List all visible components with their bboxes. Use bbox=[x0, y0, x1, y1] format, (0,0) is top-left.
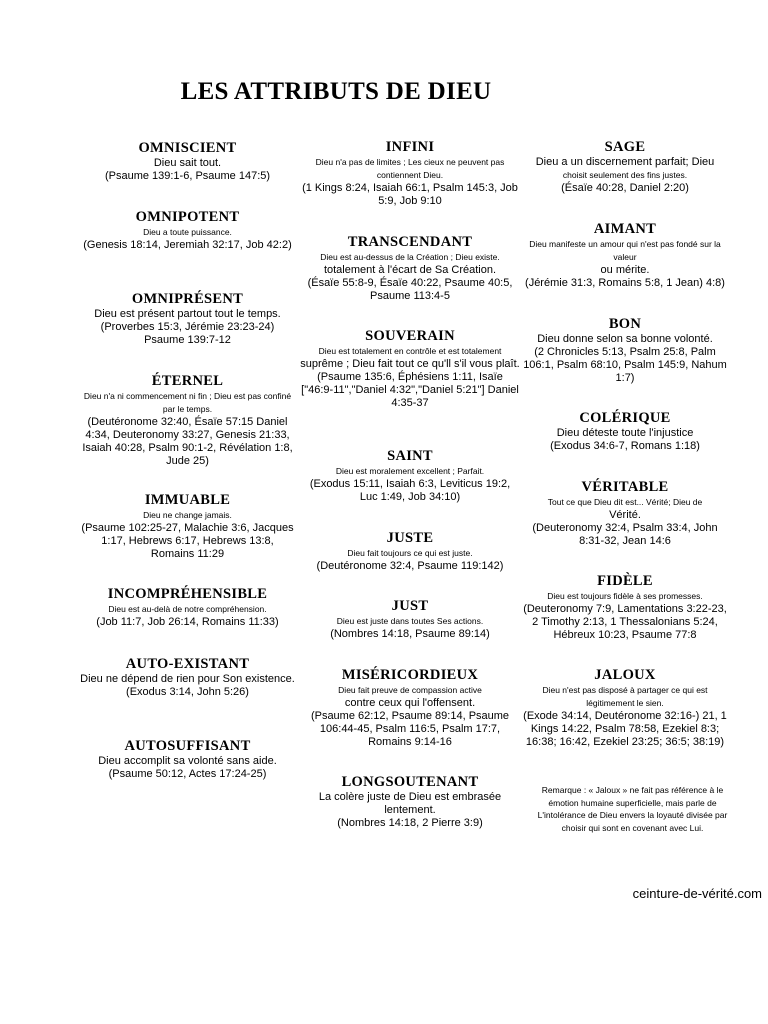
attribute-saint bbox=[300, 448, 520, 504]
attribute-description: Dieu sait tout. bbox=[153, 157, 222, 169]
attribute-description: Dieu n'a pas de limites ; Les cieux ne peuvent pas contiennent Dieu. bbox=[315, 157, 505, 180]
attribute-references: (2 Chronicles 5:13, Psalm 25:8, Palm 106:1, Psalm 68:10, Psalm 145:9, Nahum 1:7) bbox=[523, 346, 727, 384]
page-title: LES ATTRIBUTS DE DIEU bbox=[180, 78, 492, 105]
attribute-description: Dieu déteste toute l'injustice bbox=[556, 427, 694, 439]
attribute-references: (Proverbes 15:3, Jérémie 23:23-24) Psaume 139:7-12 bbox=[100, 321, 275, 346]
attribute-description: Dieu ne dépend de rien pour Son existence. bbox=[80, 673, 295, 685]
attribute-description: Tout ce que Dieu dit est... Vérité; Dieu de bbox=[547, 497, 703, 507]
attribute-souverain bbox=[300, 328, 520, 410]
attribute-name: SAINT bbox=[387, 448, 433, 464]
attribute-name: ÉTERNEL bbox=[151, 373, 224, 389]
site-url: ceinture-de-vérité.com bbox=[632, 886, 762, 901]
attribute-description: La colère juste de Dieu est embrasée lentement. bbox=[318, 791, 502, 816]
attribute-misericordieux bbox=[300, 667, 520, 749]
attribute-references: (Deutéronome 32:40, Ésaïe 57:15 Daniel 4:34, Deuteronomy 33:27, Genesis 21:33, Isaiah 40:28, Psalm 90:1-2, Révélation 1:8, Jude 25) bbox=[82, 416, 293, 467]
attribute-description: Dieu a toute puissance. bbox=[143, 227, 232, 237]
attribute-omnipresent bbox=[80, 291, 295, 347]
attribute-description-cont: totalement à l'écart de Sa Création. bbox=[323, 264, 497, 276]
attribute-omniscient bbox=[80, 140, 295, 183]
attribute-name: MISÉRICORDIEUX bbox=[341, 667, 479, 683]
attribute-description: Dieu est juste dans toutes Ses actions. bbox=[336, 616, 484, 626]
attribute-description: Dieu est toujours fidèle à ses promesses. bbox=[547, 591, 703, 601]
attribute-sage bbox=[520, 139, 730, 195]
attribute-description: Dieu donne selon sa bonne volonté. bbox=[537, 333, 713, 345]
attribute-references: (Ésaïe 40:28, Daniel 2:20) bbox=[561, 182, 689, 194]
attribute-name: JUST bbox=[391, 598, 429, 614]
attribute-references: (Psaume 135:6, Éphésiens 1:11, Isaïe ["46:9-11","Daniel 4:32","Daniel 5:21"] Daniel 4:35-37 bbox=[301, 371, 519, 409]
attribute-jaloux bbox=[520, 667, 730, 749]
attribute-name: JALOUX bbox=[594, 667, 656, 683]
attribute-references: (Ésaïe 55:8-9, Ésaïe 40:22, Psaume 40:5, Psaume 113:4-5 bbox=[307, 277, 513, 302]
attribute-name: OMNIPRÉSENT bbox=[131, 291, 244, 307]
attribute-longsoutenant bbox=[300, 774, 520, 830]
attribute-description: Dieu fait preuve de compassion active bbox=[338, 685, 482, 695]
attribute-references: (Psaume 139:1-6, Psaume 147:5) bbox=[104, 170, 271, 182]
attribute-references: (Exodus 15:11, Isaiah 6:3, Leviticus 19:2, Luc 1:49, Job 34:10) bbox=[309, 478, 511, 503]
attribute-name: COLÉRIQUE bbox=[579, 410, 671, 426]
attribute-veritable bbox=[520, 479, 730, 548]
attribute-name: AIMANT bbox=[593, 221, 657, 237]
attribute-eternel bbox=[80, 373, 295, 468]
attribute-description-cont: ou mérite. bbox=[600, 264, 650, 276]
jaloux-remark: Remarque : « Jaloux » ne fait pas référence à le émotion humaine superficielle, mais parle de L'intolérance de Dieu envers la loyauté divisée par choisir qui sont en covenant avec Lui. bbox=[537, 785, 728, 833]
attribute-description-cont: choisit seulement des fins justes. bbox=[562, 170, 688, 180]
attribute-name: INCOMPRÉHENSIBLE bbox=[107, 586, 268, 602]
attribute-name: BON bbox=[608, 316, 642, 332]
attribute-references: (Psaume 62:12, Psaume 89:14, Psaume 106:44-45, Psalm 116:5, Psalm 17:7, Romains 9:14-16 bbox=[310, 710, 510, 748]
attribute-name: SAGE bbox=[604, 139, 646, 155]
attribute-references: (Nombres 14:18, Psaume 89:14) bbox=[330, 628, 490, 640]
attribute-name: LONGSOUTENANT bbox=[341, 774, 479, 790]
attribute-description-cont: Vérité. bbox=[609, 509, 641, 521]
attribute-infini bbox=[300, 139, 520, 208]
attribute-auto-existant bbox=[80, 656, 295, 699]
attribute-references: (Genesis 18:14, Jeremiah 32:17, Job 42:2) bbox=[83, 239, 292, 251]
attribute-description: Dieu est moralement excellent ; Parfait. bbox=[335, 466, 485, 476]
attribute-name: VÉRITABLE bbox=[581, 479, 669, 495]
attribute-name: AUTO-EXISTANT bbox=[125, 656, 250, 672]
attribute-description: Dieu manifeste un amour qui n'est pas fondé sur la valeur bbox=[529, 239, 721, 262]
attribute-description: Dieu accomplit sa volonté sans aide. bbox=[98, 755, 277, 767]
attribute-references: (1 Kings 8:24, Isaiah 66:1, Psalm 145:3, Job 5:9, Job 9:10 bbox=[302, 182, 518, 207]
attribute-references: (Exodus 34:6-7, Romans 1:18) bbox=[550, 440, 700, 452]
attribute-omnipotent bbox=[80, 209, 295, 252]
attribute-bon bbox=[520, 316, 730, 385]
attribute-description: Dieu ne change jamais. bbox=[143, 510, 232, 520]
attribute-just bbox=[300, 598, 520, 641]
attribute-name: FIDÈLE bbox=[597, 573, 653, 589]
attribute-autosuffisant bbox=[80, 738, 295, 781]
attribute-references: (Job 11:7, Job 26:14, Romains 11:33) bbox=[96, 616, 279, 628]
attribute-name: IMMUABLE bbox=[144, 492, 231, 508]
attribute-immuable bbox=[80, 492, 295, 561]
attribute-references: (Jérémie 31:3, Romains 5:8, 1 Jean) 4:8) bbox=[525, 277, 725, 289]
attribute-colerique bbox=[520, 410, 730, 453]
attribute-references: (Exode 34:14, Deutéronome 32:16-) 21, 1 Kings 14:22, Psalm 78:58, Ezekiel 8:3; 16:38; 16:42, Ezekiel 23:25; 36:5; 38:19) bbox=[523, 710, 727, 748]
attribute-description: Dieu est au-dessus de la Création ; Dieu existe. bbox=[320, 252, 500, 262]
attribute-name: JUSTE bbox=[386, 530, 434, 546]
attribute-name: OMNIPOTENT bbox=[135, 209, 240, 225]
attribute-description: Dieu a un discernement parfait; Dieu bbox=[535, 156, 715, 168]
attribute-description: Dieu n'est pas disposé à partager ce qui est légitimement le sien. bbox=[542, 685, 708, 708]
attribute-description: Dieu est présent partout tout le temps. bbox=[94, 308, 281, 320]
attribute-description: Dieu est totalement en contrôle et est totalement bbox=[318, 346, 502, 356]
attribute-name: AUTOSUFFISANT bbox=[124, 738, 251, 754]
attribute-name: OMNISCIENT bbox=[138, 140, 237, 156]
attribute-aimant bbox=[520, 221, 730, 290]
attribute-references: (Deuteronomy 32:4, Psalm 33:4, John 8:31-32, Jean 14:6 bbox=[532, 522, 718, 547]
attribute-references: (Deuteronomy 7:9, Lamentations 3:22-23, 2 Timothy 2:13, 1 Thessalonians 5:24, Hébreux 10:23, Psaume 77:8 bbox=[523, 603, 727, 641]
attribute-incomprehensible bbox=[80, 586, 295, 629]
attribute-fidele bbox=[520, 573, 730, 642]
attribute-description: Dieu n'a ni commencement ni fin ; Dieu est pas confiné par le temps. bbox=[83, 391, 292, 414]
attribute-name: TRANSCENDANT bbox=[347, 234, 473, 250]
attribute-references: (Psaume 50:12, Actes 17:24-25) bbox=[108, 768, 267, 780]
attribute-description-cont: suprême ; Dieu fait tout ce qu'll s'il vous plaît. bbox=[300, 358, 520, 370]
attribute-references: (Nombres 14:18, 2 Pierre 3:9) bbox=[337, 817, 483, 829]
attribute-description-cont: contre ceux qui l'offensent. bbox=[344, 697, 476, 709]
attribute-name: SOUVERAIN bbox=[365, 328, 455, 344]
attribute-name: INFINI bbox=[385, 139, 435, 155]
attribute-references: (Deutéronome 32:4, Psaume 119:142) bbox=[316, 560, 504, 572]
attribute-references: (Psaume 102:25-27, Malachie 3:6, Jacques 1:17, Hebrews 6:17, Hebrews 13:8, Romains 11:29 bbox=[81, 522, 294, 560]
attribute-description: Dieu fait toujours ce qui est juste. bbox=[347, 548, 473, 558]
attribute-description: Dieu est au-delà de notre compréhension. bbox=[108, 604, 267, 614]
attribute-juste bbox=[300, 530, 520, 573]
attribute-references: (Exodus 3:14, John 5:26) bbox=[126, 686, 249, 698]
attribute-transcendant bbox=[300, 234, 520, 303]
